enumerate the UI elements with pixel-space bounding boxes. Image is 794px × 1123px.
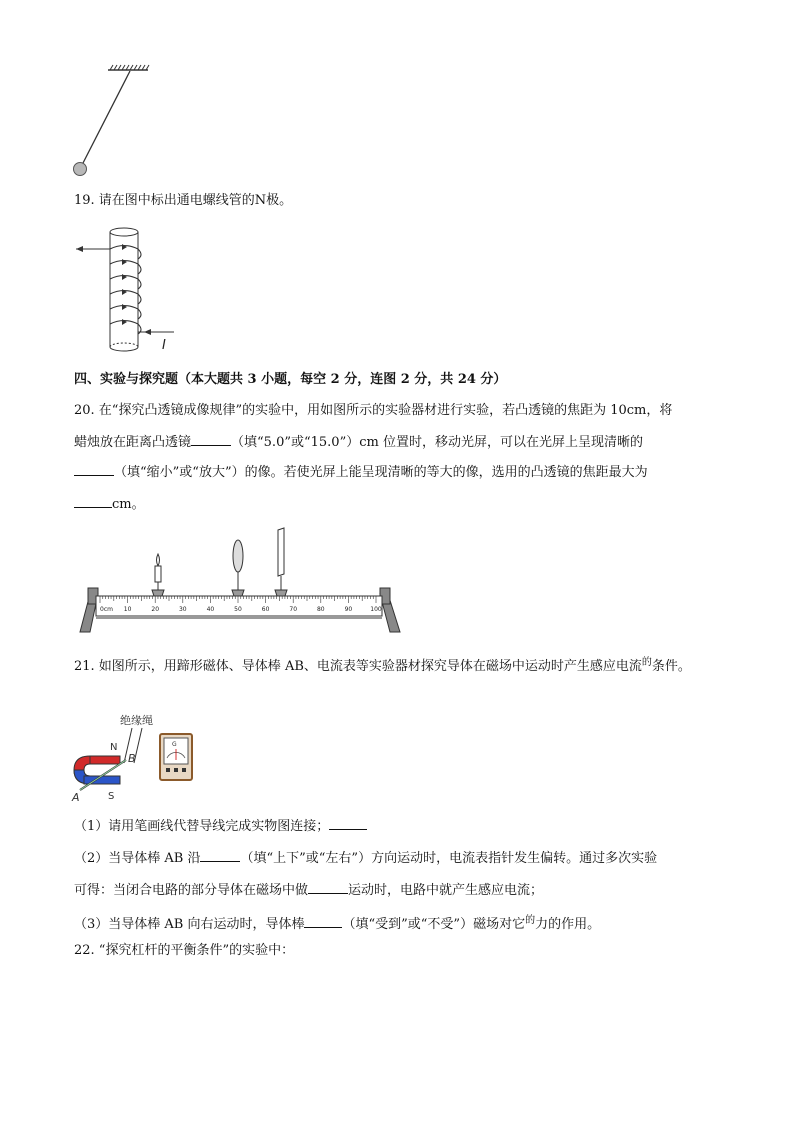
q21-sub2 — [74, 847, 657, 869]
q22-text: 22. “探究杠杆的平衡条件”的实验中： — [74, 943, 295, 958]
q20-line2-text-a: 蜡烛放在距离凸透镜 — [74, 435, 192, 450]
section-heading: 四、实验与探究题（本大题共 3 小题，每空 2 分，连图 2 分，共 24 分） — [74, 372, 507, 387]
q21-sub2c-text-b: 运动时，电路中就产生感应电流； — [348, 883, 544, 898]
ruler-tick-label: 0cm — [100, 606, 113, 613]
q21-sub3-sup: 的 — [525, 915, 536, 926]
ruler-tick-label: 90 — [344, 606, 353, 613]
north-label: N — [110, 742, 118, 753]
light-screen — [275, 528, 287, 596]
q21-sub3-text-a: （3）当导体棒 AB 向右运动时，导体棒 — [74, 917, 305, 932]
induction-figure — [70, 708, 210, 804]
q21-sub3-text-c: 力的作用。 — [535, 917, 601, 932]
q20-line4 — [74, 493, 145, 515]
q21-sub2c — [74, 879, 543, 901]
q21-blank-3[interactable] — [308, 879, 348, 894]
south-label: S — [108, 791, 115, 802]
solenoid-figure — [72, 222, 182, 357]
q21-sub2c-text-a: 可得：当闭合电路的部分导体在磁场中做 — [74, 883, 309, 898]
ruler-tick-label: 70 — [289, 606, 298, 613]
convex-lens — [232, 540, 244, 596]
q21-sub3-text-b: （填“受到”或“不受”）磁场对它 — [342, 917, 526, 932]
q20-line3-text: （填“缩小”或“放大”）的像。若使光屏上能呈现清晰的等大的像，选用的凸透镜的焦距最大为 — [114, 465, 648, 480]
q20-line4-text: cm。 — [112, 497, 145, 512]
q19-text: 19. 请在图中标出通电螺线管的N极。 — [74, 193, 293, 208]
galvanometer — [160, 734, 192, 780]
q20-blank-2[interactable] — [74, 461, 114, 476]
q21-sub1-text: （1）请用笔画线代替导线完成实物图连接； — [74, 819, 330, 834]
q21-text-a: 21. 如图所示，用蹄形磁体、导体棒 AB、电流表等实验器材探究导体在磁场中运动时产生感应电流 — [74, 659, 642, 674]
ruler-tick-label: 20 — [151, 606, 160, 613]
q20-line1: 20. 在“探究凸透镜成像规律”的实验中，用如图所示的实验器材进行实验，若凸透镜的焦距为 10cm，将 — [74, 403, 673, 418]
ruler-tick-label: 80 — [316, 606, 325, 613]
q21-sub1 — [74, 815, 367, 837]
ruler-tick-label: 10 — [123, 606, 132, 613]
q21-sub3 — [74, 911, 600, 935]
rope-label: 绝缘绳 — [120, 714, 153, 727]
q21-text-b: 条件。 — [651, 659, 691, 674]
q21-text-sup: 的 — [641, 657, 652, 668]
ruler-tick-label: 100 — [370, 606, 382, 613]
q21-sub2-text-a: （2）当导体棒 AB 沿 — [74, 851, 201, 866]
q21-blank-4[interactable] — [304, 913, 342, 928]
pendulum-figure — [68, 62, 158, 180]
ruler-tick-label: 30 — [178, 606, 187, 613]
q21-text — [74, 653, 691, 677]
candle — [152, 554, 164, 596]
q20-line2 — [74, 431, 643, 453]
q20-blank-3[interactable] — [74, 493, 112, 508]
q20-blank-1[interactable] — [191, 431, 231, 446]
end-b-label: B — [128, 752, 136, 765]
q21-blank-2[interactable] — [200, 847, 240, 862]
current-label: I — [162, 338, 166, 353]
end-a-label: A — [72, 791, 80, 804]
ruler-tick-label: 50 — [234, 606, 242, 613]
q21-blank-1[interactable] — [329, 815, 367, 830]
ruler-tick-label: 40 — [206, 606, 215, 613]
q21-sub2-text-b: （填“上下”或“左右”）方向运动时，电流表指针发生偏转。通过多次实验 — [240, 851, 658, 866]
q20-line2-text-b: （填“5.0”或“15.0”）cm 位置时，移动光屏，可以在光屏上呈现清晰的 — [231, 435, 643, 450]
meter-label: G — [172, 741, 177, 748]
optical-bench-figure — [72, 526, 408, 638]
ruler-tick-label: 60 — [261, 606, 270, 613]
q20-line3 — [74, 461, 648, 483]
